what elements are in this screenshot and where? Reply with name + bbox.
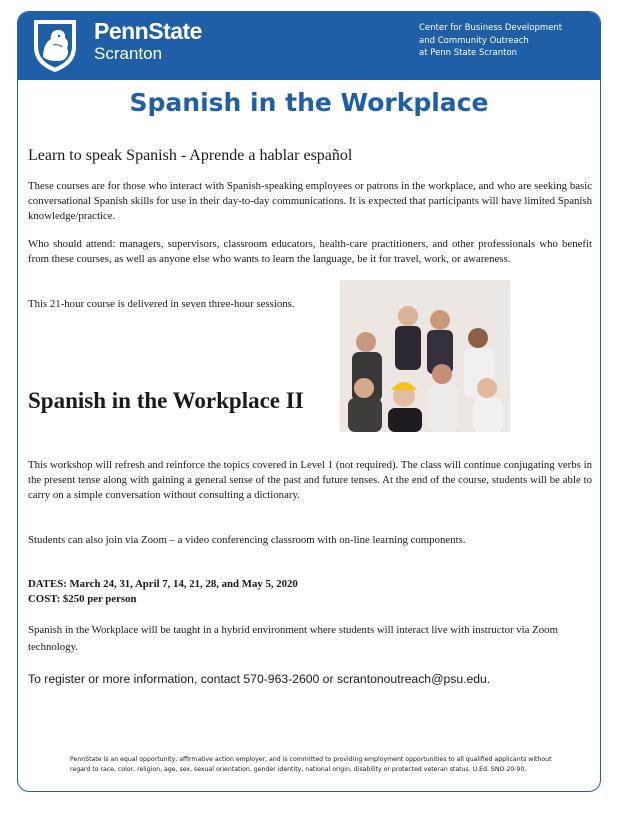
page-title: Spanish in the Workplace [129,88,489,117]
department-name [419,22,562,60]
brand-wordmark [94,18,202,64]
department-line: Center for Business Development [419,23,563,33]
penn-state-shield-icon [31,17,79,73]
contact-info: To register or more information, contact 570-963-2600 or scrantonoutreach@psu.edu. [28,672,491,686]
flyer [17,11,601,792]
brand-name: PennState [94,18,202,44]
hybrid-note: Spanish in the Workplace will be taught in a hybrid environment where students will interact live with instructor via Zoom technology. [28,624,558,653]
duration-paragraph: This 21-hour course is delivered in seven three-hour sessions. [28,298,295,310]
header-banner [18,12,600,80]
subheading: Learn to speak Spanish - Aprende a hablar español [28,147,353,164]
group-of-workers-photo [340,280,510,432]
intro-paragraph: These courses are for those who interact with Spanish-speaking employees or patrons in the workplace, and who are seeking basic conversational Spanish skills for use in their day-to-day communications. It is expected that participants will have limited Spanish knowledge/practice. [28,180,592,222]
department-line: at Penn State Scranton [419,48,518,58]
course-dates: DATES: March 24, 31, April 7, 14, 21, 28, and May 5, 2020 [28,578,298,590]
course-cost: COST: $250 per person [28,593,137,605]
section-body: This workshop will refresh and reinforce the topics covered in Level 1 (not required). The class will continue conjugating verbs in the present tense along with gaining a general sense of the past and future tenses. At the end of the course, students will be able to carry on a simple conversation without consulting a dictionary. [28,459,592,501]
brand-campus: Scranton [94,44,163,63]
equal-opportunity-statement: PennState is an equal opportunity, affirmative action employer, and is committed to providing employment opportunities to all qualified applicants without regard to race, color, religion, age, sex, sexual orientation, gender identity, national origin, disability or protected veteran status. U.Ed. SNO 20-90. [70,756,552,773]
department-line: and Community Outreach [419,35,529,46]
section-title: Spanish in the Workplace II [28,388,304,413]
zoom-note: Students can also join via Zoom – a video conferencing classroom with on-line learning components. [28,534,466,546]
audience-paragraph: Who should attend: managers, supervisors, classroom educators, health-care practitioners, and other professionals who benefit from these courses, as well as anyone else who wants to learn the language, be it for travel, work, or awareness. [28,238,592,265]
